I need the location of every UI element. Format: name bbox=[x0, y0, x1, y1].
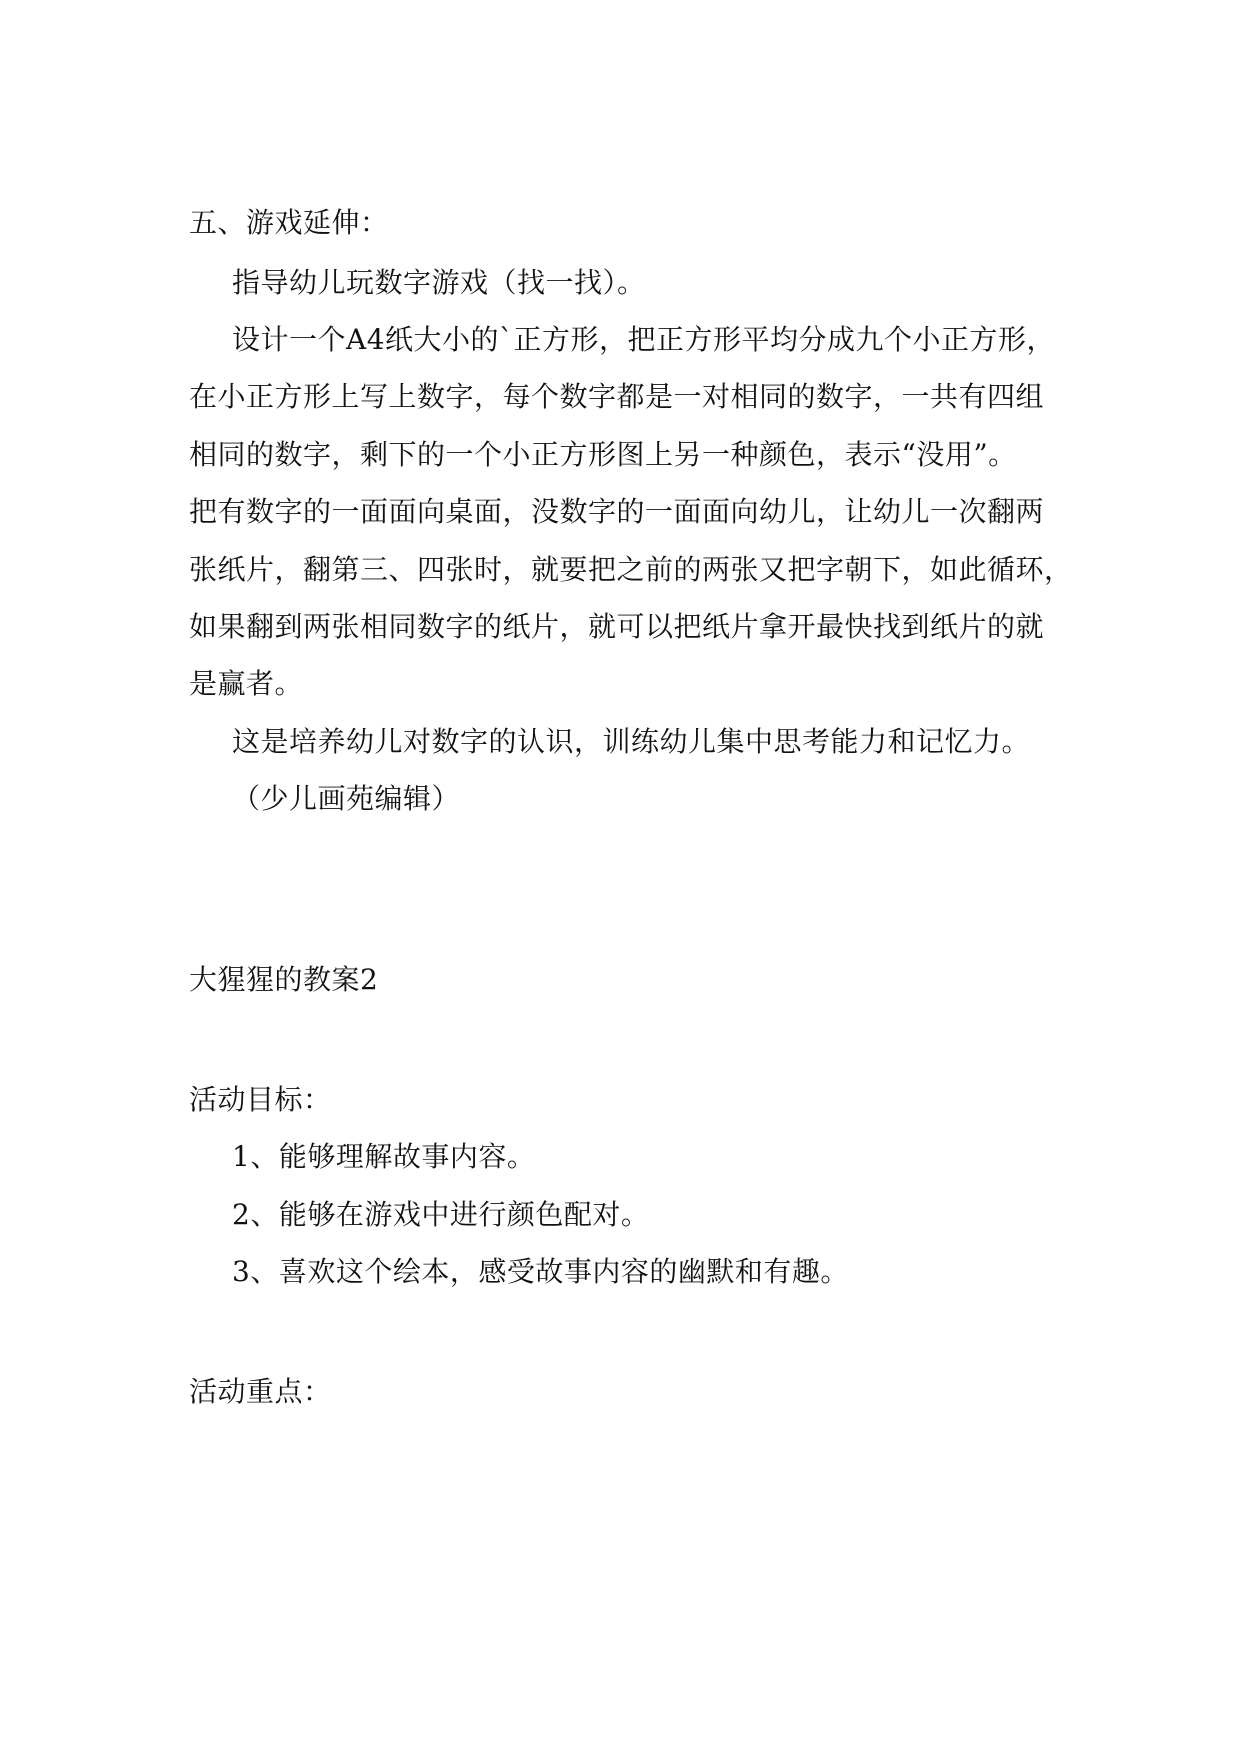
lesson-title: 大猩猩的教案2 bbox=[189, 963, 379, 996]
paragraph-line: 如果翻到两张相同数字的纸片，就可以把纸片拿开最快找到纸片的就 bbox=[189, 610, 1045, 643]
goals-heading: 活动目标： bbox=[189, 1083, 332, 1116]
focus-heading: 活动重点： bbox=[189, 1375, 332, 1408]
paragraph-line: 在小正方形上写上数字，每个数字都是一对相同的数字，一共有四组 bbox=[189, 380, 1045, 413]
summary-line: 这是培养幼儿对数字的认识，训练幼儿集中思考能力和记忆力。 bbox=[232, 725, 1031, 758]
goal-item: 1、能够理解故事内容。 bbox=[232, 1140, 536, 1173]
paragraph-line: 指导幼儿玩数字游戏（找一找）。 bbox=[232, 266, 646, 299]
section-heading: 五、游戏延伸： bbox=[189, 206, 389, 239]
paragraph-line: 把有数字的一面面向桌面，没数字的一面面向幼儿，让幼儿一次翻两 bbox=[189, 495, 1045, 528]
paragraph-line: 是赢者。 bbox=[189, 667, 304, 700]
paragraph-line: 张纸片，翻第三、四张时，就要把之前的两张又把字朝下，如此循环， bbox=[189, 553, 1073, 586]
editor-credit: （少儿画苑编辑） bbox=[232, 782, 461, 815]
goal-item: 3、喜欢这个绘本，感受故事内容的幽默和有趣。 bbox=[232, 1255, 849, 1288]
goal-item: 2、能够在游戏中进行颜色配对。 bbox=[232, 1198, 650, 1231]
paragraph-line: 相同的数字，剩下的一个小正方形图上另一种颜色，表示“没用”。 bbox=[189, 438, 1017, 471]
paragraph-line: 设计一个A4纸大小的`正方形，把正方形平均分成九个小正方形， bbox=[232, 323, 1056, 356]
